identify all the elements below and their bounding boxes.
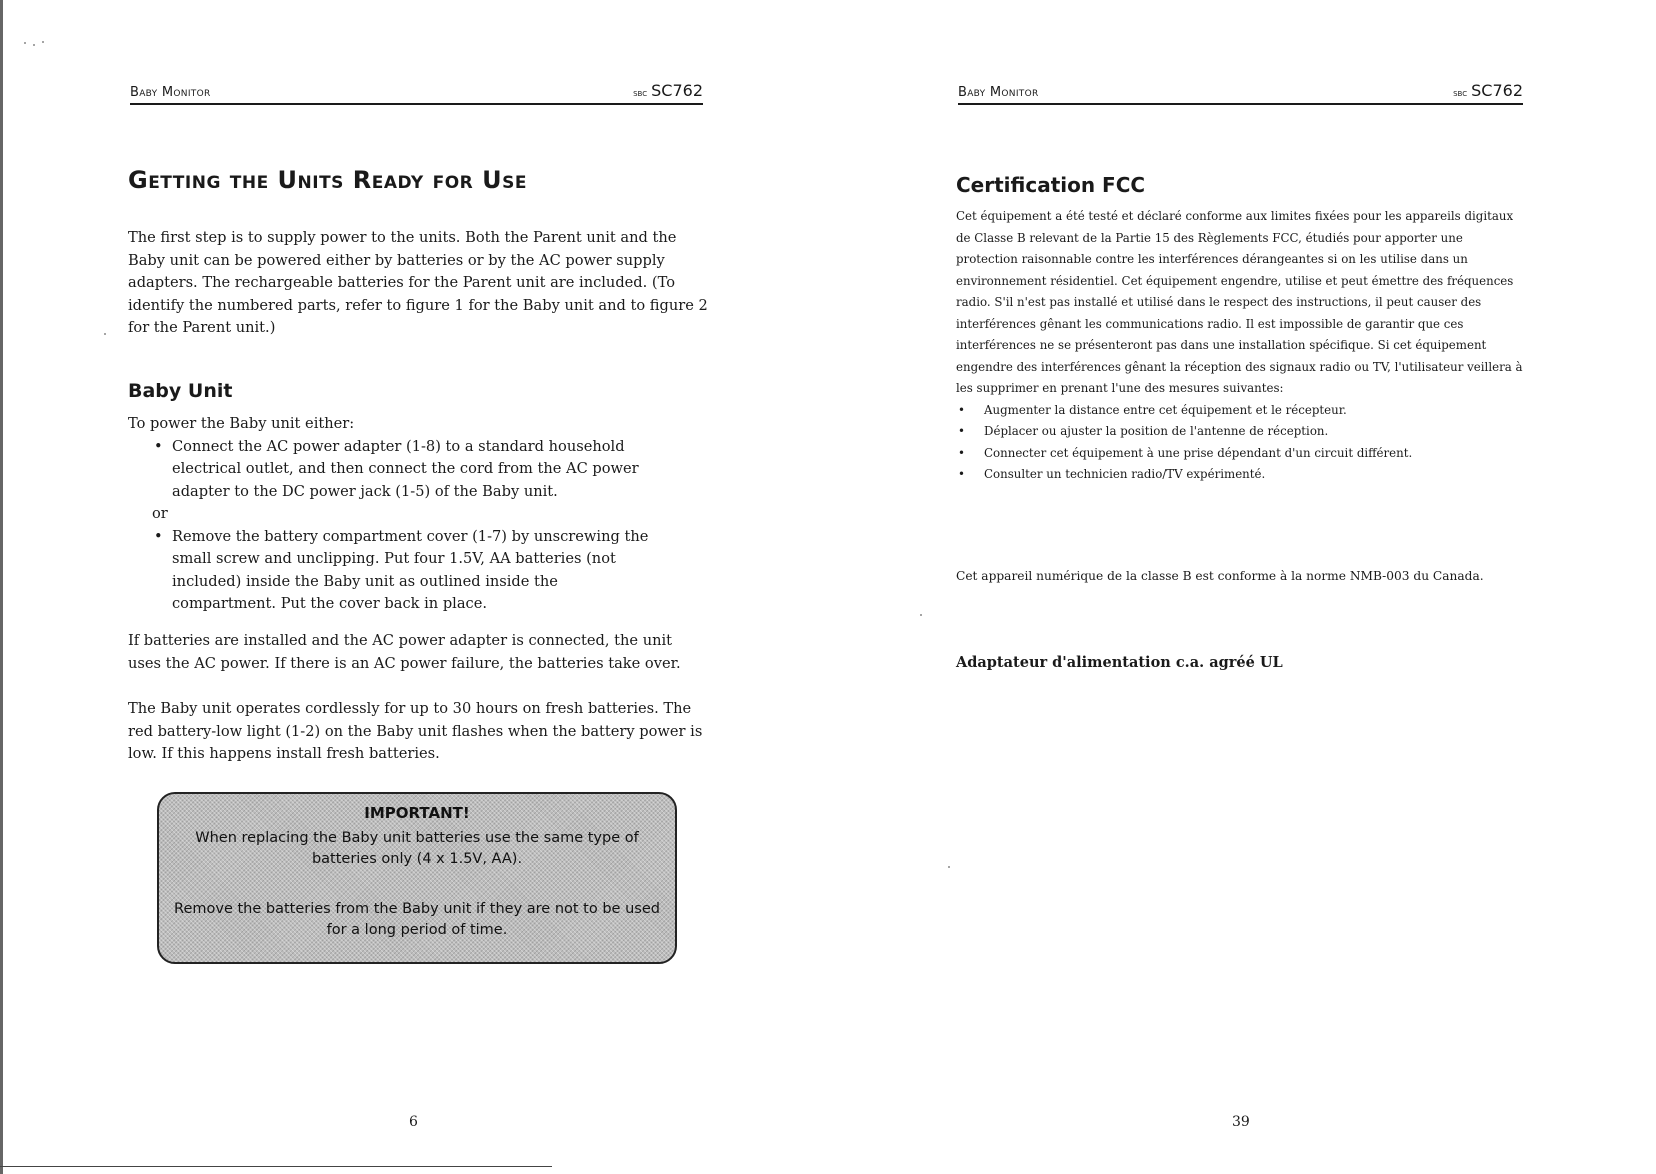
list-item: • Connecter cet équipement à une prise dépendant d'un circuit différent. — [956, 443, 1526, 465]
list-item: • Consulter un technicien radio/TV expérimenté. — [956, 464, 1526, 486]
running-header — [958, 81, 1523, 105]
or-text: or — [152, 505, 168, 522]
important-notice-box — [157, 792, 677, 964]
ac-power-paragraph: If batteries are installed and the AC power adapter is connected, the unit uses the AC power. If there is an AC power failure, the batteries take over. — [128, 632, 681, 672]
header-brand: sbc — [633, 88, 648, 99]
adapter-heading: Adaptateur d'alimentation c.a. agréé UL — [956, 654, 1283, 671]
header-title: Baby Monitor — [958, 85, 1039, 100]
important-line: batteries only (4 x 1.5V, AA). — [311, 851, 523, 867]
scan-speck — [920, 614, 922, 616]
scan-speck — [948, 866, 950, 868]
important-line: for a long period of time. — [326, 922, 508, 938]
scan-speck — [33, 44, 35, 46]
list-item: • Déplacer ou ajuster la position de l'antenne de réception. — [956, 421, 1526, 443]
header-model-number: SC762 — [1471, 81, 1523, 100]
list-item: • Remove the battery compartment cover (1-7) by unscrewing the small screw and unclipping. Put four 1.5V, AA batteries (not included) inside the Baby unit as outlined inside the compartment. Put the cover back in place. — [150, 526, 650, 616]
measures-list — [956, 400, 1526, 486]
important-line: Remove the batteries from the Baby unit if they are not to be used — [174, 901, 660, 917]
scan-speck — [24, 42, 26, 44]
header-model-number: SC762 — [651, 81, 703, 100]
section-heading-fcc: Certification FCC — [956, 173, 1146, 197]
scan-speck — [104, 333, 106, 335]
scan-edge — [0, 0, 3, 1174]
power-option-list — [150, 526, 650, 616]
header-model — [1453, 81, 1523, 100]
chapter-title: Getting the Units Ready for Use — [128, 166, 527, 194]
scan-speck — [42, 41, 44, 43]
header-model — [633, 81, 703, 100]
right-page — [828, 0, 1656, 1174]
battery-paragraph: The Baby unit operates cordlessly for up to 30 hours on fresh batteries. The red battery-low light (1-2) on the Baby unit flashes when the battery power is low. If this happens install fresh batteries. — [128, 700, 703, 762]
list-item: • Augmenter la distance entre cet équipement et le récepteur. — [956, 400, 1526, 422]
page-number: 39 — [1232, 1114, 1250, 1130]
power-option-list — [150, 436, 650, 504]
list-item: • Connect the AC power adapter (1-8) to a standard household electrical outlet, and then connect the cord from the AC power adapter to the DC power jack (1-5) of the Baby unit. — [150, 436, 650, 504]
fcc-statement — [956, 206, 1526, 486]
section-lead: To power the Baby unit either: — [128, 415, 355, 432]
power-options — [128, 413, 708, 616]
header-brand: sbc — [1453, 88, 1468, 99]
important-title: IMPORTANT! — [364, 804, 470, 822]
canada-statement: Cet appareil numérique de la classe B est conforme à la norme NMB-003 du Canada. — [956, 569, 1484, 583]
fcc-paragraph: Cet équipement a été testé et déclaré conforme aux limites fixées pour les appareils digitaux de Classe B relevant de la Partie 15 des Règlements FCC, étudiés pour apporter une protection raisonnable contre les interférences dérangeantes si on les utilise dans un environnement résidentiel. Cet équipement engendre, utilise et peut émettre des fréquences radio. S'il n'est pas installé et utilisé dans le respect des instructions, il peut causer des interférences gênant les communications radio. Il est impossible de garantir que ces interférences ne se présenteront pas dans une installation spécifique. Si cet équipement engendre des interférences gênant la réception des signaux radio ou TV, l'utilisateur veillera à les supprimer en prenant l'une des mesures suivantes: — [956, 209, 1523, 395]
page-number: 6 — [409, 1114, 418, 1130]
header-title: Baby Monitor — [130, 85, 211, 100]
important-line: When replacing the Baby unit batteries use the same type of — [195, 830, 639, 846]
scan-edge — [0, 1166, 552, 1167]
intro-paragraph: The first step is to supply power to the units. Both the Parent unit and the Baby unit can be powered either by batteries or by the AC power supply adapters. The rechargeable batteries for the Parent unit are included. (To identify the numbered parts, refer to figure 1 for the Baby unit and to figure 2 for the Parent unit.) — [128, 229, 708, 336]
running-header — [130, 81, 703, 105]
section-heading-baby-unit: Baby Unit — [128, 380, 233, 402]
